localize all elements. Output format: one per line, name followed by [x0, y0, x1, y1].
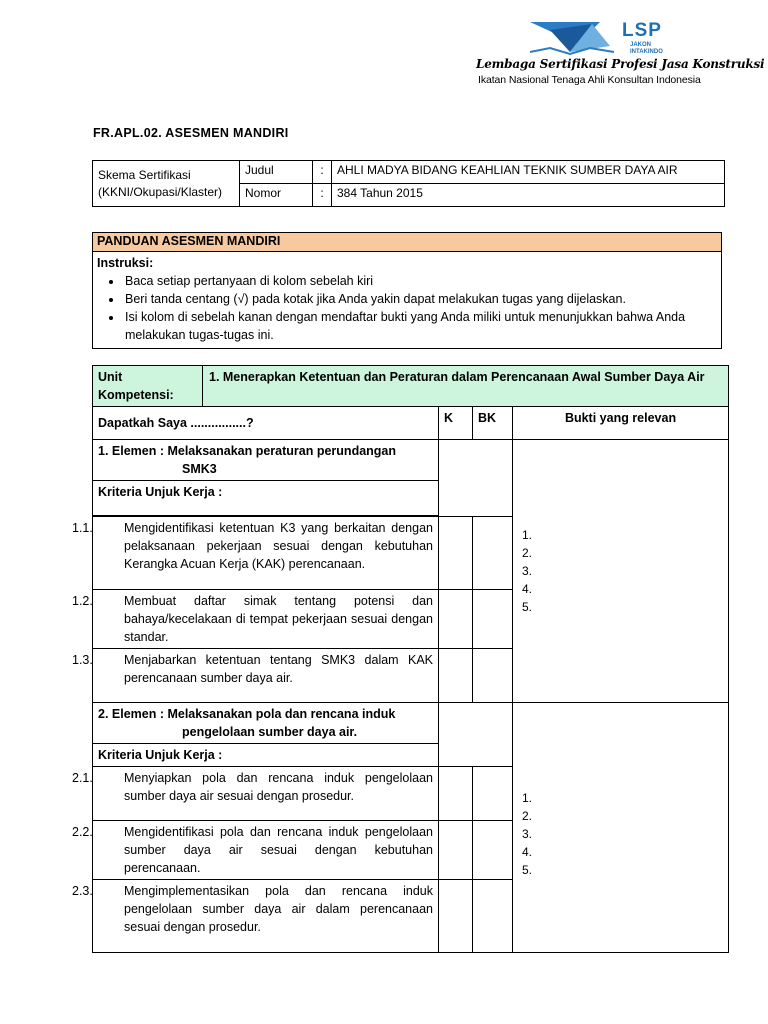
logo-brand: LSP	[622, 20, 662, 41]
logo-line2: Ikatan Nasional Tenaga Ahli Konsultan Indonesia	[478, 74, 701, 86]
col-k-header: K	[439, 407, 473, 440]
element-1-blank	[439, 440, 513, 517]
skema-label-line2: (KKNI/Okupasi/Klaster)	[98, 184, 223, 199]
element-2-title	[93, 703, 439, 744]
kuk-2-3	[72, 880, 439, 953]
kuk-number: 2.1.	[72, 771, 93, 785]
bk-checkbox[interactable]	[473, 649, 513, 703]
element-2-title-line1: 2. Elemen : Melaksanakan pola dan rencana induk	[98, 707, 396, 721]
k-checkbox[interactable]	[439, 880, 473, 953]
panduan-body	[93, 252, 721, 348]
list-item: • Baca setiap pertanyaan di kolom sebelah kiri	[123, 272, 717, 290]
kuk-2-2	[72, 821, 439, 880]
list-item: 2.	[522, 546, 533, 560]
element-1-title-line2: SMK3	[182, 462, 217, 476]
kuk-number: 1.2.	[72, 594, 93, 608]
kuk-text: Menyiapkan pola dan rencana induk pengelolaan sumber daya air sesuai dengan prosedur.	[124, 771, 433, 803]
list-item: 2.	[522, 809, 533, 823]
panduan-header: PANDUAN ASESMEN MANDIRI	[93, 233, 721, 252]
k-checkbox[interactable]	[439, 821, 473, 880]
dapatkah-label: Dapatkah Saya ................?	[93, 407, 439, 440]
k-checkbox[interactable]	[439, 767, 473, 821]
k-checkbox[interactable]	[439, 517, 473, 590]
element-1-evidence	[513, 440, 729, 703]
kuk-number: 2.2.	[72, 825, 93, 839]
judul-colon: :	[313, 161, 332, 184]
logo-sub2: INTAKINDO	[630, 49, 663, 55]
lsp-logo-mark-icon	[530, 18, 620, 58]
list-item: • Isi kolom di sebelah kanan dengan mendaftar bukti yang Anda miliki untuk menunjukkan bahwa Anda melakukan tugas-tugas ini.	[123, 308, 717, 344]
kriteria-label-1: Kriteria Unjuk Kerja :	[93, 481, 439, 516]
panduan-box	[92, 232, 722, 349]
kuk-number: 1.3.	[72, 653, 93, 667]
kuk-number: 1.1.	[72, 521, 93, 535]
list-item: 1.	[522, 528, 533, 542]
kuk-1-3	[72, 649, 439, 703]
kuk-1-2	[72, 590, 439, 649]
skema-label-line1: Skema Sertifikasi	[98, 167, 191, 182]
kuk-number: 2.3.	[72, 884, 93, 898]
bk-checkbox[interactable]	[473, 590, 513, 649]
bk-checkbox[interactable]	[473, 880, 513, 953]
kriteria-label-2: Kriteria Unjuk Kerja :	[93, 744, 439, 767]
element-2-title-line2: pengelolaan sumber daya air.	[182, 725, 358, 739]
list-item: 4.	[522, 582, 533, 596]
unit-label: Unit Kompetensi:	[93, 366, 203, 407]
element-1-title	[93, 440, 439, 481]
list-item: 3.	[522, 827, 533, 841]
unit-table	[72, 365, 729, 953]
col-bukti-header: Bukti yang relevan	[513, 407, 729, 440]
nomor-colon: :	[313, 184, 332, 207]
lsp-logo	[470, 14, 765, 88]
list-item: 5.	[522, 863, 533, 877]
judul-value: AHLI MADYA BIDANG KEAHLIAN TEKNIK SUMBER DAYA AIR	[332, 161, 725, 184]
list-item: 3.	[522, 564, 533, 578]
document-title: FR.APL.02. ASESMEN MANDIRI	[93, 126, 289, 140]
evidence-list	[518, 526, 723, 616]
element-2-blank	[439, 703, 513, 767]
kuk-text: Membuat daftar simak tentang potensi dan bahaya/kecelakaan di tempat pekerjaan sesuai dengan standar.	[124, 594, 433, 644]
nomor-label: Nomor	[240, 184, 313, 207]
unit-title: 1. Menerapkan Ketentuan dan Peraturan dalam Perencanaan Awal Sumber Daya Air	[203, 366, 729, 407]
kuk-text: Mengidentifikasi pola dan rencana induk pengelolaan sumber daya air sesuai dengan kebutuhan perencanaan.	[124, 825, 433, 875]
instruksi-label: Instruksi:	[97, 256, 154, 270]
kuk-text: Menjabarkan ketentuan tentang SMK3 dalam KAK perencanaan sumber daya air.	[124, 653, 433, 685]
judul-label: Judul	[240, 161, 313, 184]
kuk-text: Mengidentifikasi ketentuan K3 yang berkaitan dengan pelaksanaan pekerjaan sesuai dengan kebutuhan Kerangka Acuan Kerja (KAK) perencanaan.	[124, 521, 433, 571]
logo-sub1: JAKON	[630, 42, 652, 48]
nomor-value: 384 Tahun 2015	[332, 184, 725, 207]
logo-line1: Lembaga Sertifikasi Profesi Jasa Konstruksi	[476, 57, 765, 71]
list-item: 1.	[522, 791, 533, 805]
logo-sub	[630, 42, 663, 56]
k-checkbox[interactable]	[439, 649, 473, 703]
evidence-list	[518, 789, 723, 879]
list-item: • Beri tanda centang (√) pada kotak jika Anda yakin dapat melakukan tugas yang dijelaskan.	[123, 290, 717, 308]
k-checkbox[interactable]	[439, 590, 473, 649]
kuk-text: Mengimplementasikan pola dan rencana induk pengelolaan sumber daya air dalam perencanaan sesuai dengan prosedur.	[124, 884, 433, 934]
skema-label	[93, 161, 240, 207]
col-bk-header: BK	[473, 407, 513, 440]
bk-checkbox[interactable]	[473, 517, 513, 590]
kuk-2-1	[72, 767, 439, 821]
bk-checkbox[interactable]	[473, 821, 513, 880]
list-item: 5.	[522, 600, 533, 614]
instruksi-list	[97, 272, 717, 344]
element-1-title-line1: 1. Elemen : Melaksanakan peraturan perundangan	[98, 444, 397, 458]
skema-table	[92, 160, 725, 207]
kuk-1-1	[72, 517, 439, 590]
bk-checkbox[interactable]	[473, 767, 513, 821]
list-item: 4.	[522, 845, 533, 859]
element-2-evidence	[513, 703, 729, 953]
